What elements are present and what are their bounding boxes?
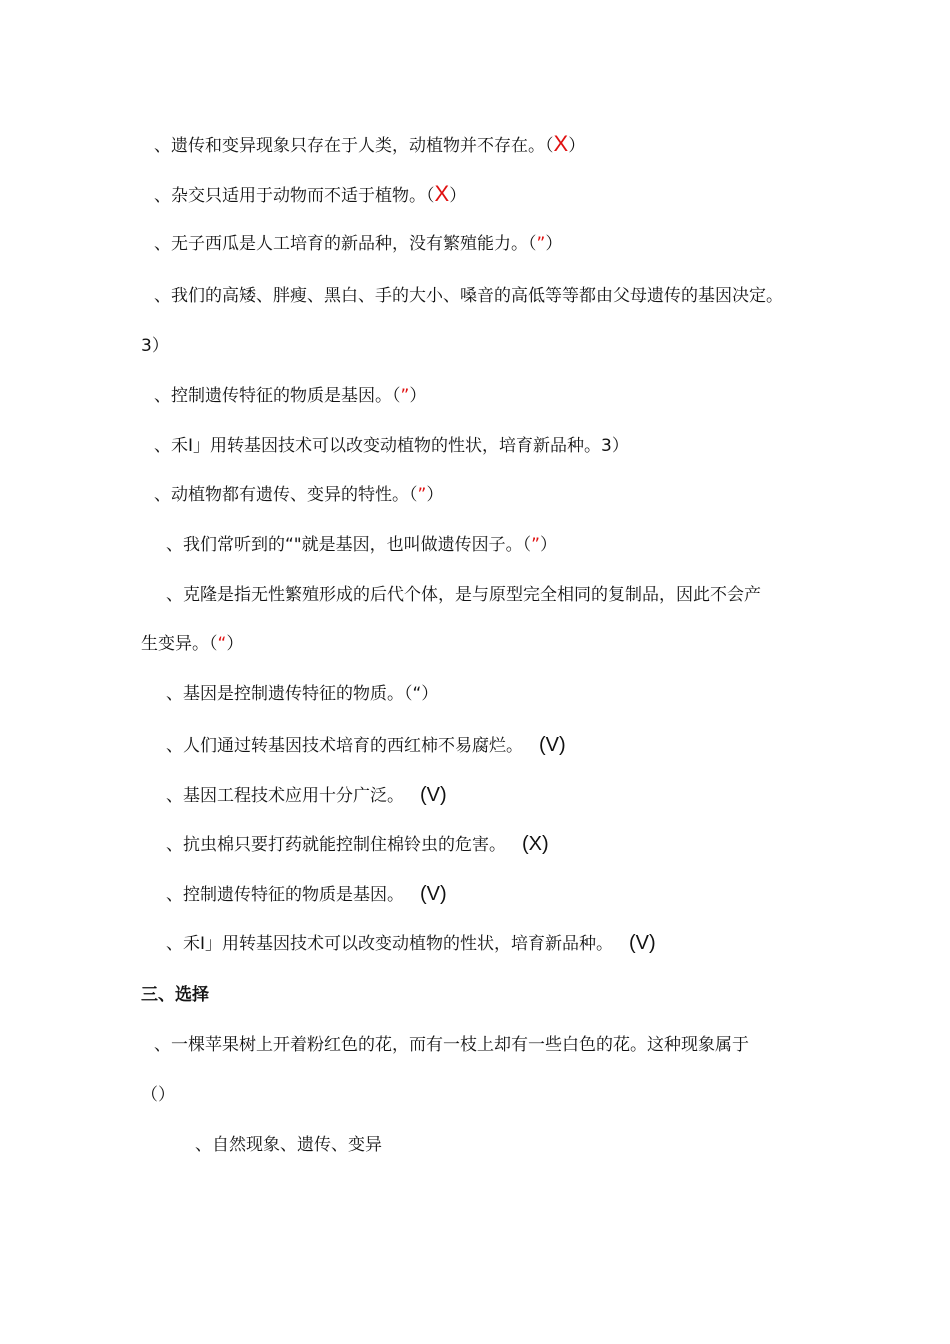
- answer-mark: ”: [400, 386, 410, 406]
- answer-mark: (V): [629, 932, 656, 954]
- statement-line: [166, 833, 549, 856]
- answer-mark: ”: [417, 485, 427, 505]
- statement-line: [154, 133, 585, 157]
- answer-mark: X: [434, 181, 450, 206]
- answer-mark: (V): [539, 734, 566, 756]
- answer-mark: “: [217, 634, 227, 654]
- statement-text: 、我们常听到的“"就是基因，也叫做遗传因子。（: [166, 535, 532, 555]
- statement-text: 、控制遗传特征的物质是基因。: [166, 885, 404, 905]
- answer-blank-text: （）: [141, 1085, 175, 1105]
- section-heading: [141, 984, 209, 1006]
- statement-line: [166, 784, 447, 807]
- statement-line: [166, 584, 761, 606]
- statement-line: [166, 683, 438, 705]
- answer-mark: (V): [420, 883, 447, 905]
- statement-line: [154, 484, 443, 506]
- statement-text: 、遗传和变异现象只存在于人类，动植物并不存在。（: [154, 136, 554, 156]
- statement-text: 、禾I」用转基因技术可以改变动植物的性状，培育新品种。3）: [154, 436, 629, 456]
- question-line: [154, 1034, 749, 1056]
- choice-option: [195, 1134, 382, 1156]
- statement-line: [154, 183, 466, 207]
- statement-line: [154, 435, 629, 457]
- statement-text: 、无子西瓜是人工培育的新品种，没有繁殖能力。（: [154, 234, 537, 254]
- answer-mark: ”: [531, 535, 540, 555]
- statement-line: [166, 534, 557, 556]
- closing-paren: ）: [545, 234, 563, 254]
- statement-text: 、抗虫棉只要打药就能控制住棉铃虫的危害。: [166, 835, 506, 855]
- statement-text: 、动植物都有遗传、变异的特性。（: [154, 485, 418, 505]
- closing-paren: ）: [568, 136, 586, 156]
- statement-line: [166, 734, 566, 757]
- closing-paren: ）: [449, 186, 467, 206]
- statement-text: 、杂交只适用于动物而不适于植物。（: [154, 186, 435, 206]
- statement-line: [154, 385, 426, 407]
- answer-mark: ”: [536, 234, 546, 254]
- statement-text: 3）: [141, 336, 169, 356]
- question-text: 、一棵苹果树上开着粉红色的花，而有一枝上却有一些白色的花。这种现象属于: [154, 1035, 749, 1055]
- closing-paren: ）: [409, 386, 427, 406]
- statement-line: [166, 932, 656, 955]
- statement-text: 、人们通过转基因技术培育的西红柿不易腐烂。: [166, 736, 523, 756]
- answer-blank: [141, 1084, 175, 1106]
- statement-text: 、我们的高矮、胖瘦、黑白、手的大小、嗓音的高低等等都由父母遗传的基因决定。: [154, 286, 783, 306]
- answer-mark: (V): [420, 784, 447, 806]
- closing-paren: ）: [226, 634, 244, 654]
- closing-paren: ）: [539, 535, 557, 555]
- statement-text: 、控制遗传特征的物质是基因。（: [154, 386, 401, 406]
- statement-text: 、克隆是指无性繁殖形成的后代个体，是与原型完全相同的复制品，因此不会产: [166, 585, 761, 605]
- statement-text: 、禾I」用转基因技术可以改变动植物的性状，培育新品种。: [166, 934, 614, 954]
- statement-text: 生变异。（: [141, 634, 218, 654]
- statement-continuation: [141, 633, 243, 655]
- statement-text: 、基因是控制遗传特征的物质。（“）: [166, 684, 439, 704]
- section-heading-text: 三、选择: [141, 985, 209, 1005]
- statement-continuation: [141, 335, 169, 357]
- closing-paren: ）: [426, 485, 444, 505]
- statement-line: [154, 233, 562, 255]
- statement-line: [154, 285, 783, 307]
- answer-mark: (X): [522, 833, 549, 855]
- statement-text: 、基因工程技术应用十分广泛。: [166, 786, 404, 806]
- statement-line: [166, 883, 447, 906]
- choice-option-text: 、自然现象、遗传、变异: [195, 1135, 382, 1155]
- answer-mark: X: [553, 131, 569, 156]
